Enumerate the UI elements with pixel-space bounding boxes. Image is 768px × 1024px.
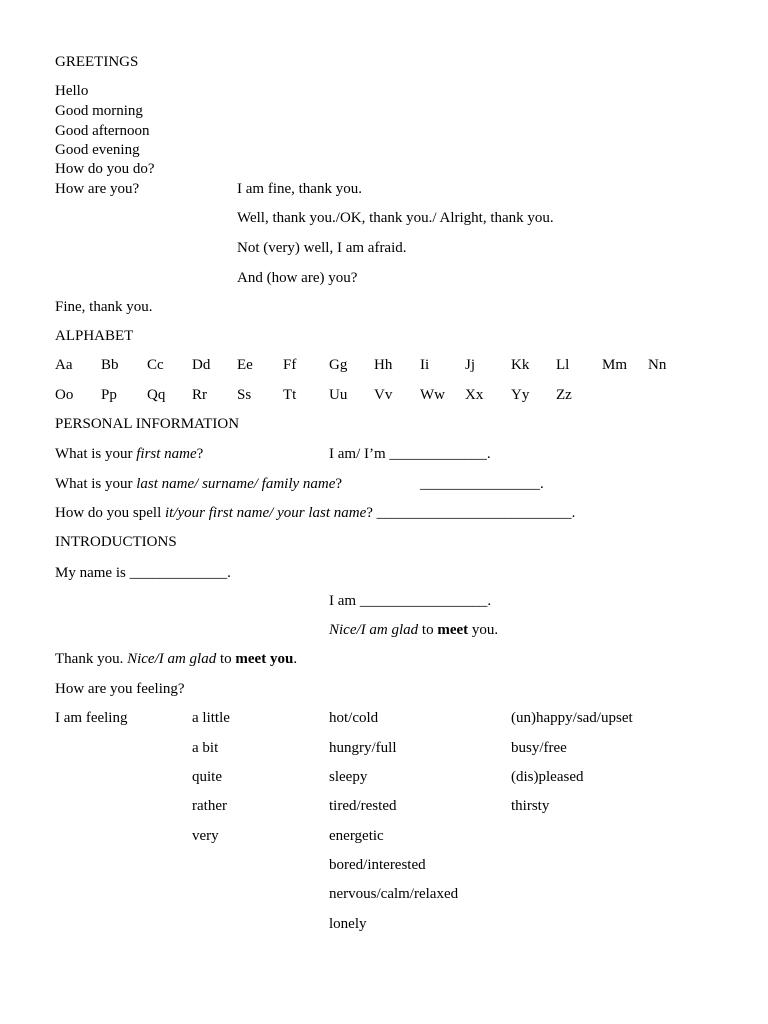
letter-pair: Jj xyxy=(465,357,476,373)
intensity-item: a little xyxy=(192,710,230,726)
greeting-good-afternoon: Good afternoon xyxy=(55,123,150,139)
letter-pair: Mm xyxy=(602,357,628,373)
thank-you-nice-line: Thank you. Nice/I am glad to meet you. xyxy=(55,651,298,667)
feeling-state: busy/free xyxy=(511,740,567,756)
letter-pair: Gg xyxy=(329,357,348,373)
question-spell-name: How do you spell it/your first name/ your last name? __________________________. xyxy=(55,505,576,521)
greeting-how-are-you: How are you? xyxy=(55,181,140,197)
nice-to-meet-you-line: Nice/I am glad to meet you. xyxy=(329,622,499,638)
letter-pair: Ii xyxy=(420,357,430,373)
greeting-good-evening: Good evening xyxy=(55,142,140,158)
greeting-how-do-you-do: How do you do? xyxy=(55,161,155,177)
letter-pair: Oo xyxy=(55,387,74,403)
feeling-state: (dis)pleased xyxy=(511,769,584,785)
question-how-are-you-feeling: How are you feeling? xyxy=(55,681,185,697)
feeling-state: (un)happy/sad/upset xyxy=(511,710,633,726)
letter-pair: Kk xyxy=(511,357,530,373)
feeling-state: bored/interested xyxy=(329,857,426,873)
fine-thank-you: Fine, thank you. xyxy=(55,299,153,315)
feeling-state: hungry/full xyxy=(329,740,397,756)
introductions-heading: INTRODUCTIONS xyxy=(55,534,177,550)
reply-fine: I am fine, thank you. xyxy=(237,181,362,197)
letter-pair: Zz xyxy=(556,387,572,403)
letter-pair: Yy xyxy=(511,387,530,403)
greetings-heading: GREETINGS xyxy=(55,54,139,70)
letter-pair: Cc xyxy=(147,357,164,373)
letter-pair: Dd xyxy=(192,357,211,373)
alphabet-heading: ALPHABET xyxy=(55,328,134,344)
letter-pair: Tt xyxy=(283,387,297,403)
letter-pair: Pp xyxy=(101,387,117,403)
question-last-name: What is your last name/ surname/ family name? xyxy=(55,476,343,492)
letter-pair: Rr xyxy=(192,387,207,403)
feeling-state: nervous/calm/relaxed xyxy=(329,886,459,902)
feeling-state: energetic xyxy=(329,828,384,844)
letter-pair: Uu xyxy=(329,387,348,403)
intensity-item: quite xyxy=(192,769,222,785)
greeting-good-morning: Good morning xyxy=(55,103,143,119)
letter-pair: Nn xyxy=(648,357,667,373)
letter-pair: Vv xyxy=(374,387,393,403)
feeling-state: tired/rested xyxy=(329,798,397,814)
letter-pair: Hh xyxy=(374,357,393,373)
letter-pair: Ff xyxy=(283,357,297,373)
i-am-line: I am _________________. xyxy=(329,593,492,609)
personal-info-heading: PERSONAL INFORMATION xyxy=(55,416,240,432)
my-name-is-line: My name is _____________. xyxy=(55,565,231,581)
feeling-state: sleepy xyxy=(329,769,368,785)
letter-pair: Bb xyxy=(101,357,119,373)
letter-pair: Aa xyxy=(55,357,73,373)
letter-pair: Ll xyxy=(556,357,570,373)
letter-pair: Xx xyxy=(465,387,484,403)
i-am-feeling-label: I am feeling xyxy=(55,710,128,726)
letter-pair: Ss xyxy=(237,387,252,403)
reply-not-well: Not (very) well, I am afraid. xyxy=(237,240,407,256)
feeling-state: lonely xyxy=(329,916,367,932)
intensity-item: rather xyxy=(192,798,227,814)
greeting-hello: Hello xyxy=(55,83,89,99)
question-first-name: What is your first name? xyxy=(55,446,204,462)
intensity-item: a bit xyxy=(192,740,219,756)
letter-pair: Ww xyxy=(420,387,445,403)
feeling-state: hot/cold xyxy=(329,710,379,726)
reply-and-you: And (how are) you? xyxy=(237,270,358,286)
answer-last-name-blank: ________________. xyxy=(420,476,544,492)
reply-well: Well, thank you./OK, thank you./ Alright, thank you. xyxy=(237,210,554,226)
feeling-state: thirsty xyxy=(511,798,550,814)
intensity-item: very xyxy=(192,828,219,844)
letter-pair: Qq xyxy=(147,387,166,403)
answer-i-am-blank: I am/ I’m _____________. xyxy=(329,446,491,462)
letter-pair: Ee xyxy=(237,357,253,373)
